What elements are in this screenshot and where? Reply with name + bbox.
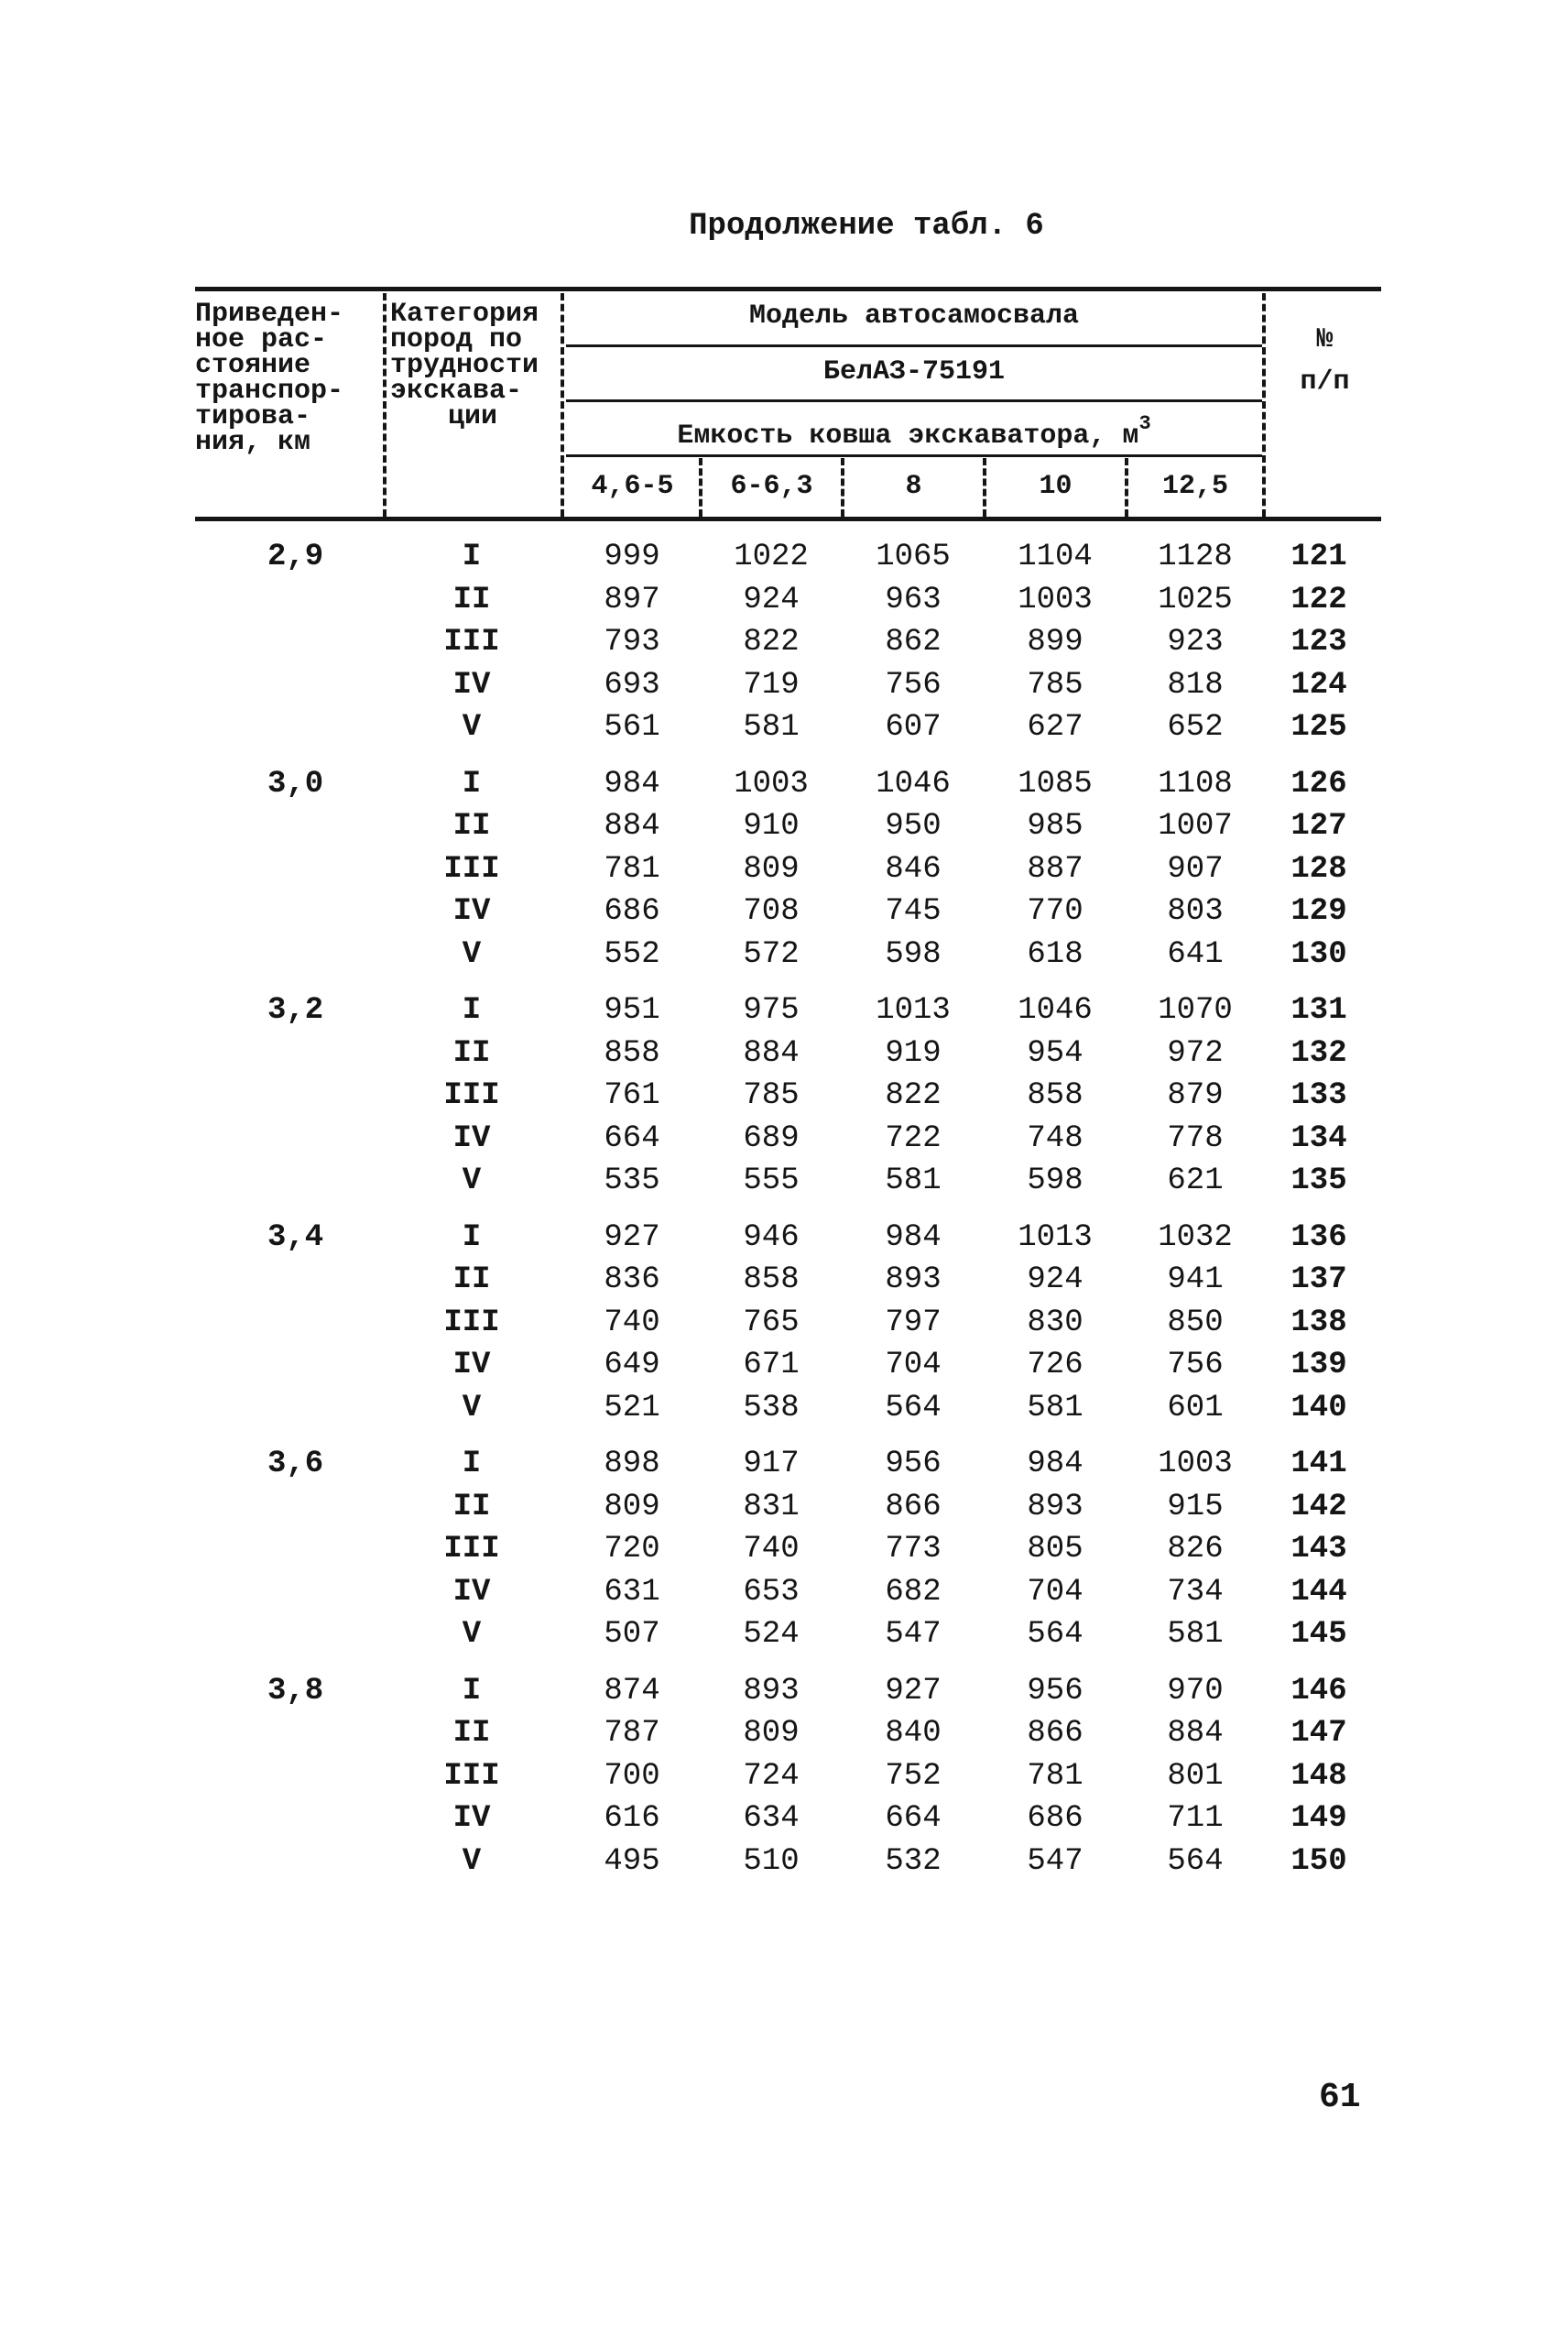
value-cell: 547 — [885, 1617, 942, 1652]
value-cell: 564 — [1167, 1843, 1224, 1879]
row-number-cell: 126 — [1290, 766, 1347, 802]
header-line: Приведен- — [195, 299, 344, 330]
row-number-cell: 138 — [1290, 1305, 1347, 1340]
value-cell: 1104 — [1018, 540, 1093, 574]
value-cell: 1025 — [1158, 582, 1233, 617]
capacity-col: 4,6-5 — [591, 471, 674, 502]
row-number-cell: 147 — [1290, 1716, 1347, 1751]
value-cell: 581 — [743, 710, 800, 745]
model-value: БелАЗ-75191 — [822, 356, 1006, 388]
value-cell: 778 — [1167, 1120, 1224, 1156]
value-cell: 897 — [604, 582, 660, 617]
value-cell: 781 — [604, 851, 660, 887]
capacity-col: 8 — [905, 471, 922, 502]
value-cell: 785 — [1027, 667, 1083, 703]
row-number-cell: 127 — [1290, 809, 1347, 844]
value-cell: 899 — [1027, 625, 1083, 660]
category-cell: II — [452, 1489, 491, 1524]
row-number-cell: 133 — [1290, 1078, 1347, 1113]
value-cell: 572 — [743, 936, 800, 972]
category-cell: I — [462, 993, 482, 1028]
row-number-cell: 140 — [1290, 1390, 1347, 1425]
page-number: 61 — [1319, 2078, 1361, 2117]
category-cell: I — [462, 1673, 482, 1709]
value-cell: 726 — [1027, 1348, 1083, 1382]
value-cell: 923 — [1167, 625, 1224, 660]
value-cell: 809 — [743, 1716, 800, 1751]
row-number-cell: 136 — [1290, 1219, 1347, 1255]
value-cell: 954 — [1027, 1035, 1083, 1071]
row-number-cell: 135 — [1290, 1163, 1347, 1198]
value-cell: 598 — [1027, 1163, 1083, 1198]
category-cell: II — [452, 582, 491, 617]
value-cell: 649 — [604, 1348, 660, 1382]
value-cell: 1128 — [1158, 540, 1233, 574]
value-cell: 664 — [885, 1801, 942, 1836]
capacity-label-text: Емкость ковша экскаватора, м — [677, 420, 1139, 452]
value-cell: 652 — [1167, 710, 1224, 745]
row-number-cell: 141 — [1290, 1447, 1347, 1481]
value-cell: 618 — [1027, 936, 1083, 972]
value-cell: 972 — [1167, 1035, 1224, 1071]
value-cell: 700 — [604, 1758, 660, 1794]
value-cell: 1013 — [1018, 1219, 1093, 1255]
distance-cell: 3,2 — [267, 993, 324, 1028]
row-number-cell: 142 — [1290, 1489, 1347, 1524]
value-cell: 809 — [743, 851, 800, 887]
capacity-unit-sup: 3 — [1138, 412, 1151, 435]
category-cell: I — [462, 1447, 482, 1481]
value-cell: 616 — [604, 1801, 660, 1836]
category-cell: I — [462, 540, 482, 574]
model-label: Модель автосамосвала — [748, 300, 1080, 332]
col-divider-2 — [561, 293, 564, 517]
value-cell: 1085 — [1018, 766, 1093, 802]
value-cell: 879 — [1167, 1078, 1224, 1113]
value-cell: 664 — [604, 1120, 660, 1156]
category-cell: IV — [452, 1120, 491, 1156]
value-cell: 627 — [1027, 710, 1083, 745]
value-cell: 532 — [885, 1843, 942, 1879]
value-cell: 866 — [885, 1489, 942, 1524]
col-divider-3 — [1262, 293, 1266, 517]
value-cell: 793 — [604, 625, 660, 660]
value-cell: 535 — [604, 1163, 660, 1198]
value-cell: 984 — [885, 1219, 942, 1255]
value-cell: 708 — [743, 894, 800, 929]
value-cell: 884 — [743, 1035, 800, 1071]
value-cell: 915 — [1167, 1489, 1224, 1524]
value-cell: 866 — [1027, 1716, 1083, 1751]
value-cell: 555 — [743, 1163, 800, 1198]
value-cell: 734 — [1167, 1574, 1224, 1610]
value-cell: 924 — [743, 582, 800, 617]
category-cell: IV — [452, 1348, 491, 1382]
value-cell: 686 — [1027, 1801, 1083, 1836]
capacity-col: 10 — [1039, 471, 1073, 502]
col-divider-1 — [383, 293, 387, 517]
category-cell: V — [462, 936, 482, 972]
row-number-cell: 125 — [1290, 710, 1347, 745]
header-line: ния, км — [195, 427, 311, 458]
value-cell: 1046 — [1018, 993, 1093, 1028]
value-cell: 641 — [1167, 936, 1224, 972]
row-number-cell: 123 — [1290, 625, 1347, 660]
value-cell: 887 — [1027, 851, 1083, 887]
brand-rule — [566, 399, 1262, 402]
value-cell: 910 — [743, 809, 800, 844]
value-cell: 720 — [604, 1532, 660, 1567]
value-cell: 1022 — [734, 540, 809, 574]
row-number-cell: 131 — [1290, 993, 1347, 1028]
header-line: Категория — [390, 299, 539, 330]
value-cell: 686 — [604, 894, 660, 929]
value-cell: 893 — [743, 1673, 800, 1709]
value-cell: 999 — [604, 540, 660, 574]
value-cell: 510 — [743, 1843, 800, 1879]
row-number-cell: 128 — [1290, 851, 1347, 887]
value-cell: 951 — [604, 993, 660, 1028]
category-cell: I — [462, 766, 482, 802]
value-cell: 946 — [743, 1219, 800, 1255]
value-cell: 1003 — [734, 766, 809, 802]
capacity-rule — [566, 454, 1262, 457]
value-cell: 547 — [1027, 1843, 1083, 1879]
value-cell: 927 — [604, 1219, 660, 1255]
value-cell: 740 — [743, 1532, 800, 1567]
value-cell: 797 — [885, 1305, 942, 1340]
category-cell: V — [462, 1390, 482, 1425]
value-cell: 919 — [885, 1035, 942, 1071]
value-cell: 893 — [1027, 1489, 1083, 1524]
row-number-cell: 121 — [1290, 540, 1347, 574]
value-cell: 898 — [604, 1447, 660, 1481]
capacity-label — [566, 414, 1262, 450]
value-cell: 621 — [1167, 1163, 1224, 1198]
value-cell: 963 — [885, 582, 942, 617]
value-cell: 1007 — [1158, 809, 1233, 844]
row-number-cell: 137 — [1290, 1262, 1347, 1297]
value-cell: 846 — [885, 851, 942, 887]
number-header: п/п — [1300, 366, 1350, 398]
value-cell: 552 — [604, 936, 660, 972]
value-cell: 826 — [1167, 1532, 1224, 1567]
value-cell: 803 — [1167, 894, 1224, 929]
row-number-cell: 129 — [1290, 894, 1347, 929]
value-cell: 874 — [604, 1673, 660, 1709]
value-cell: 748 — [1027, 1120, 1083, 1156]
value-cell: 495 — [604, 1843, 660, 1879]
distance-cell: 3,4 — [267, 1219, 324, 1255]
value-cell: 970 — [1167, 1673, 1224, 1709]
value-cell: 927 — [885, 1673, 942, 1709]
header-line: пород по — [390, 324, 523, 355]
value-cell: 781 — [1027, 1758, 1083, 1794]
category-cell: V — [462, 710, 482, 745]
category-cell: III — [443, 1305, 500, 1340]
category-cell: IV — [452, 894, 491, 929]
value-cell: 831 — [743, 1489, 800, 1524]
row-number-cell: 149 — [1290, 1801, 1347, 1836]
model-rule — [566, 344, 1262, 347]
value-cell: 809 — [604, 1489, 660, 1524]
value-cell: 561 — [604, 710, 660, 745]
value-cell: 521 — [604, 1390, 660, 1425]
category-cell: V — [462, 1617, 482, 1652]
row-number-cell: 130 — [1290, 936, 1347, 972]
value-cell: 770 — [1027, 894, 1083, 929]
header-top-rule — [195, 287, 1381, 291]
header-line: транспор- — [195, 376, 344, 407]
value-cell: 917 — [743, 1447, 800, 1481]
header-line: ное рас- — [195, 324, 328, 355]
value-cell: 862 — [885, 625, 942, 660]
value-cell: 785 — [743, 1078, 800, 1113]
header-line: ции — [447, 401, 497, 432]
value-cell: 1003 — [1018, 582, 1093, 617]
value-cell: 985 — [1027, 809, 1083, 844]
value-cell: 634 — [743, 1801, 800, 1836]
value-cell: 984 — [1027, 1447, 1083, 1481]
value-cell: 564 — [885, 1390, 942, 1425]
category-cell: II — [452, 1262, 491, 1297]
value-cell: 671 — [743, 1348, 800, 1382]
distance-cell: 3,0 — [267, 766, 324, 802]
value-cell: 740 — [604, 1305, 660, 1340]
capacity-col: 12,5 — [1161, 471, 1228, 502]
category-cell: V — [462, 1843, 482, 1879]
value-cell: 704 — [1027, 1574, 1083, 1610]
value-cell: 1108 — [1158, 766, 1233, 802]
value-cell: 507 — [604, 1617, 660, 1652]
row-number-cell: 150 — [1290, 1843, 1347, 1879]
value-cell: 840 — [885, 1716, 942, 1751]
value-cell: 631 — [604, 1574, 660, 1610]
value-cell: 1013 — [876, 993, 951, 1028]
value-cell: 956 — [1027, 1673, 1083, 1709]
value-cell: 581 — [885, 1163, 942, 1198]
distance-cell: 3,8 — [267, 1673, 324, 1709]
value-cell: 850 — [1167, 1305, 1224, 1340]
value-cell: 711 — [1167, 1801, 1224, 1836]
value-cell: 752 — [885, 1758, 942, 1794]
number-header: № — [1316, 324, 1334, 355]
header-line: экскава- — [390, 376, 523, 407]
value-cell: 858 — [1027, 1078, 1083, 1113]
value-cell: 653 — [743, 1574, 800, 1610]
value-cell: 756 — [1167, 1348, 1224, 1382]
category-cell: III — [443, 625, 500, 660]
row-number-cell: 134 — [1290, 1120, 1347, 1156]
value-cell: 975 — [743, 993, 800, 1028]
value-cell: 956 — [885, 1447, 942, 1481]
value-cell: 761 — [604, 1078, 660, 1113]
row-number-cell: 124 — [1290, 667, 1347, 703]
row-number-cell: 139 — [1290, 1348, 1347, 1382]
value-cell: 693 — [604, 667, 660, 703]
value-cell: 830 — [1027, 1305, 1083, 1340]
row-number-cell: 132 — [1290, 1035, 1347, 1071]
capacity-col: 6-6,3 — [730, 471, 813, 502]
value-cell: 818 — [1167, 667, 1224, 703]
value-cell: 765 — [743, 1305, 800, 1340]
value-cell: 682 — [885, 1574, 942, 1610]
value-cell: 941 — [1167, 1262, 1224, 1297]
value-cell: 722 — [885, 1120, 942, 1156]
value-cell: 773 — [885, 1532, 942, 1567]
value-cell: 598 — [885, 936, 942, 972]
row-number-cell: 148 — [1290, 1758, 1347, 1794]
value-cell: 884 — [1167, 1716, 1224, 1751]
value-cell: 601 — [1167, 1390, 1224, 1425]
value-cell: 581 — [1167, 1617, 1224, 1652]
value-cell: 607 — [885, 710, 942, 745]
value-cell: 893 — [885, 1262, 942, 1297]
value-cell: 564 — [1027, 1617, 1083, 1652]
value-cell: 538 — [743, 1390, 800, 1425]
table-caption: Продолжение табл. 6 — [689, 209, 1044, 244]
value-cell: 858 — [604, 1035, 660, 1071]
value-cell: 1046 — [876, 766, 951, 802]
category-cell: I — [462, 1219, 482, 1255]
category-cell: IV — [452, 1801, 491, 1836]
value-cell: 1065 — [876, 540, 951, 574]
value-cell: 719 — [743, 667, 800, 703]
category-cell: III — [443, 1078, 500, 1113]
value-cell: 1003 — [1158, 1447, 1233, 1481]
value-cell: 801 — [1167, 1758, 1224, 1794]
value-cell: 1070 — [1158, 993, 1233, 1028]
row-number-cell: 145 — [1290, 1617, 1347, 1652]
value-cell: 984 — [604, 766, 660, 802]
value-cell: 950 — [885, 809, 942, 844]
value-cell: 745 — [885, 894, 942, 929]
value-cell: 689 — [743, 1120, 800, 1156]
category-cell: V — [462, 1163, 482, 1198]
value-cell: 756 — [885, 667, 942, 703]
value-cell: 805 — [1027, 1532, 1083, 1567]
value-cell: 524 — [743, 1617, 800, 1652]
value-cell: 1032 — [1158, 1219, 1233, 1255]
value-cell: 884 — [604, 809, 660, 844]
value-cell: 581 — [1027, 1390, 1083, 1425]
row-number-cell: 144 — [1290, 1574, 1347, 1610]
value-cell: 907 — [1167, 851, 1224, 887]
category-cell: II — [452, 809, 491, 844]
category-cell: III — [443, 1532, 500, 1567]
row-number-cell: 122 — [1290, 582, 1347, 617]
header-line: трудности — [390, 350, 539, 381]
header-line: тирова- — [195, 401, 311, 432]
category-cell: IV — [452, 1574, 491, 1610]
category-cell: III — [443, 1758, 500, 1794]
category-cell: III — [443, 851, 500, 887]
distance-cell: 2,9 — [267, 540, 324, 574]
row-number-cell: 146 — [1290, 1673, 1347, 1709]
value-cell: 822 — [743, 625, 800, 660]
value-cell: 724 — [743, 1758, 800, 1794]
category-cell: IV — [452, 667, 491, 703]
value-cell: 858 — [743, 1262, 800, 1297]
category-cell: II — [452, 1035, 491, 1071]
value-cell: 704 — [885, 1348, 942, 1382]
header-line: стояние — [195, 350, 311, 381]
value-cell: 822 — [885, 1078, 942, 1113]
value-cell: 787 — [604, 1716, 660, 1751]
header-bottom-rule — [195, 517, 1381, 521]
value-cell: 924 — [1027, 1262, 1083, 1297]
row-number-cell: 143 — [1290, 1532, 1347, 1567]
category-cell: II — [452, 1716, 491, 1751]
value-cell: 836 — [604, 1262, 660, 1297]
distance-cell: 3,6 — [267, 1447, 324, 1481]
